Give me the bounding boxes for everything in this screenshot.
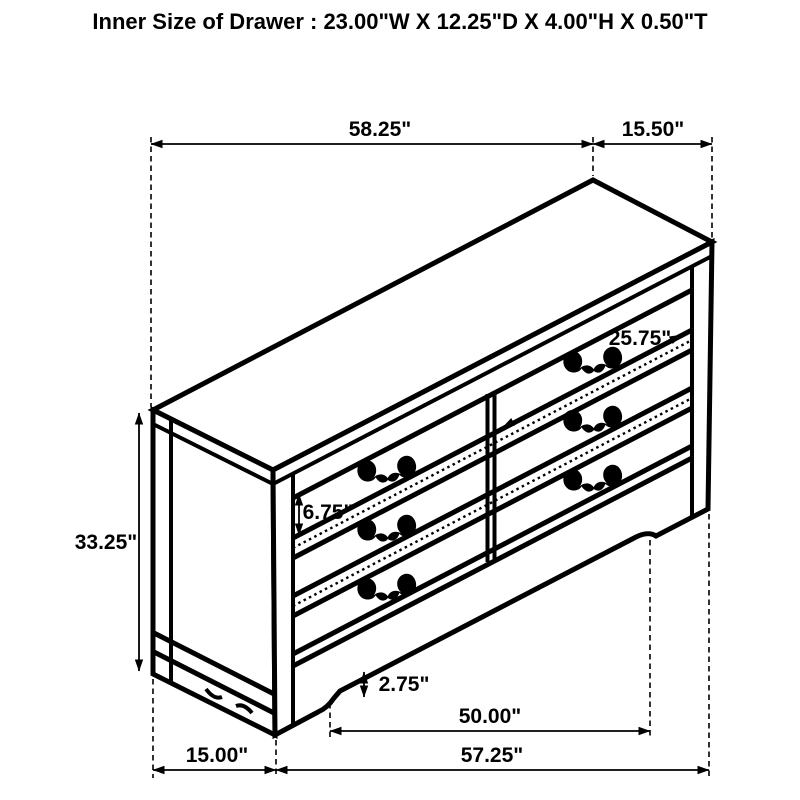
dimension-label-bottom-front-width: 57.25"	[460, 744, 524, 767]
page-title: Inner Size of Drawer : 23.00"W X 12.25"D X 4.00"H X 0.50"T	[92, 9, 708, 34]
dimension-label-drawer-diagonal: 25.75"	[608, 327, 672, 350]
dimension-label-bottom-side-depth: 15.00"	[185, 744, 249, 767]
dresser-drawing	[153, 180, 712, 735]
dimension-label-foot-clearance: 2.75"	[378, 673, 430, 696]
dimension-label-foot-span: 50.00"	[458, 705, 522, 728]
dimension-label-top-side-depth: 15.50"	[621, 118, 685, 141]
dimension-label-overall-height: 33.25"	[74, 531, 138, 554]
dimension-label-top-width: 58.25"	[348, 118, 412, 141]
dimension-label-drawer-face-height: 6.75"	[302, 501, 354, 524]
